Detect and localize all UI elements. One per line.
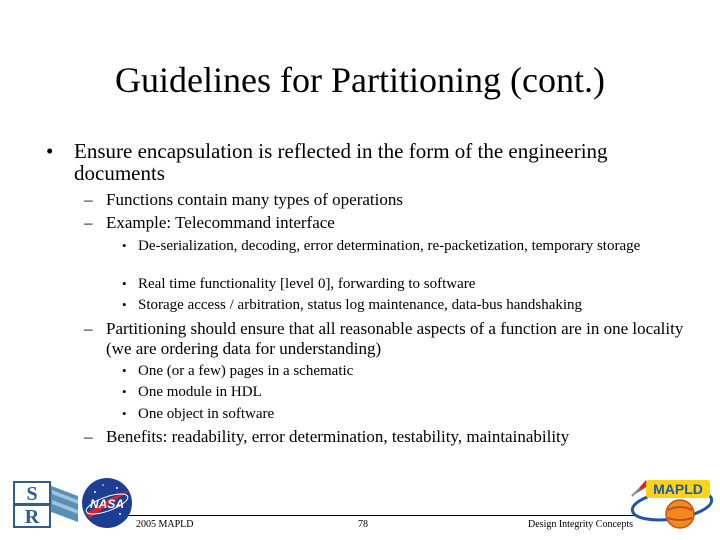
subbullet-text: Partitioning should ensure that all reasonable aspects of a function are in one locality (we are ordering data for understanding) (106, 319, 684, 358)
dash-marker: – (84, 213, 93, 232)
dash-marker: – (84, 190, 93, 209)
bullet-marker: • (122, 363, 127, 378)
subbullet-text: Benefits: readability, error determination, testability, maintainability (106, 427, 570, 446)
subbullet-text: Example: Telecommand interface (106, 213, 335, 232)
sr-logo-icon (6, 478, 78, 530)
mapld-logo-icon (626, 472, 718, 534)
bullet-marker: • (122, 276, 127, 291)
subsubbullet-storage (122, 296, 698, 314)
subsubbullet-software (122, 405, 698, 423)
bullet-marker: • (122, 406, 127, 421)
subbullet-telecommand (84, 213, 696, 233)
footer-page-number: 78 (358, 519, 368, 530)
subbullet-benefits (84, 427, 696, 447)
subsubbullet-text: Storage access / arbitration, status log maintenance, data-bus handshaking (138, 297, 583, 313)
nasa-logo-text: NASA (89, 497, 125, 511)
sr-logo-letter-r: R (24, 506, 40, 528)
slide-title: Guidelines for Partitioning (cont.) (115, 60, 605, 100)
subsubbullet-realtime (122, 275, 698, 293)
footer-divider (128, 515, 634, 516)
bullet-marker: • (122, 238, 127, 253)
subsubbullet-text: De-serialization, decoding, error determination, re-packetization, temporary storage (138, 238, 641, 254)
footer-left: 2005 MAPLD (136, 519, 194, 530)
subsubbullet-text: One module in HDL (138, 384, 262, 400)
bullet-marker: • (122, 297, 127, 312)
subbullet-partitioning (84, 319, 696, 359)
bullet-marker: • (122, 384, 127, 399)
subsubbullet-deserialization (122, 237, 698, 255)
subbullet-text: Functions contain many types of operations (106, 190, 403, 209)
subsubbullet-hdl (122, 383, 698, 401)
nasa-logo-icon (80, 474, 134, 532)
sr-logo-letter-s: S (26, 483, 38, 505)
bullet-text: Ensure encapsulation is reflected in the form of the engineering documents (74, 139, 608, 185)
subsubbullet-text: One (or a few) pages in a schematic (138, 363, 354, 379)
bullet-encapsulation (46, 140, 634, 184)
footer-right: Design Integrity Concepts (528, 519, 633, 530)
mapld-logo-text: MAPLD (653, 481, 703, 497)
bullet-marker: • (46, 139, 54, 163)
dash-marker: – (84, 427, 93, 446)
subbullet-functions (84, 190, 696, 210)
subsubbullet-text: One object in software (138, 406, 275, 422)
subsubbullet-schematic (122, 362, 698, 380)
dash-marker: – (84, 319, 93, 338)
subsubbullet-text: Real time functionality [level 0], forwarding to software (138, 276, 476, 292)
